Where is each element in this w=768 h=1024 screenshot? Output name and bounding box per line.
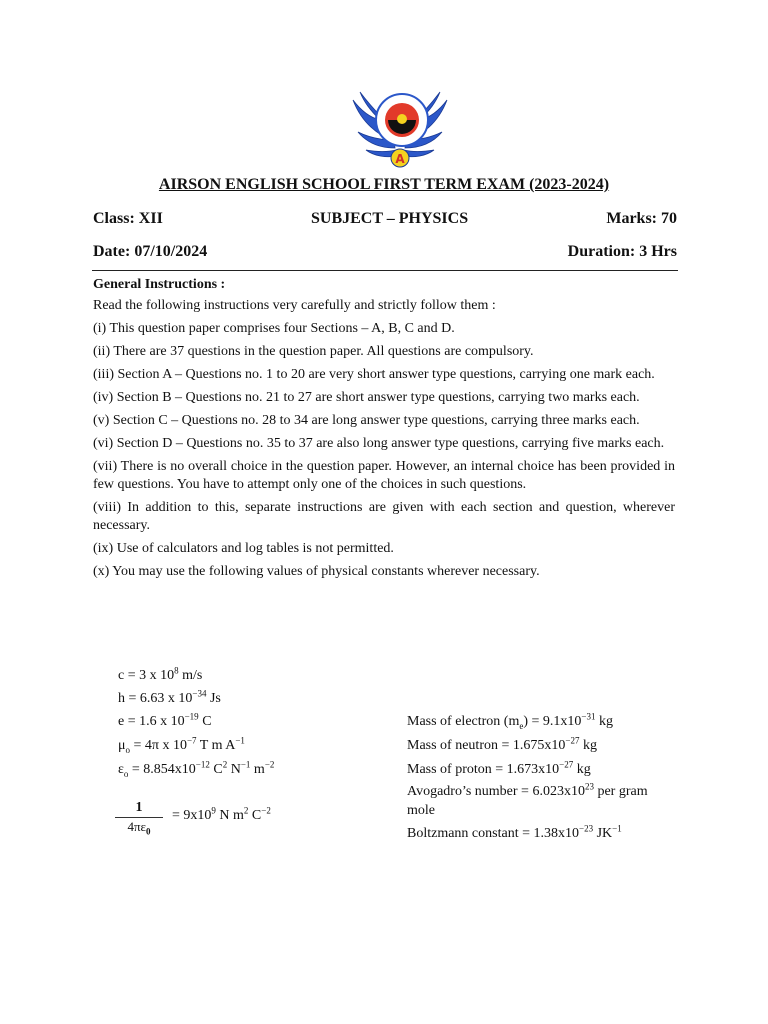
- instruction-item: (iii) Section A – Questions no. 1 to 20 are very short answer type questions, carrying one mark each.: [93, 367, 655, 382]
- school-logo: [350, 86, 450, 176]
- exam-meta-row-1: [93, 210, 677, 228]
- constant-avogadro-unit: mole: [407, 803, 435, 818]
- constant-permittivity: $\varepsilon_o = 8.854x10^{-12}$ $C^2$ $N^{-1}$ $m^{-2}$: [118, 759, 275, 779]
- instruction-item: (viii) In addition to this, separate instructions are given with each section and question, wherever necessary.: [93, 500, 675, 533]
- subject-label: SUBJECT – PHYSICS: [311, 210, 469, 227]
- constant-planck: h = 6.63 x $10^{-34}$ Js: [118, 688, 221, 706]
- class-label: Class: XII: [93, 210, 163, 227]
- fraction-numerator: 1: [115, 800, 163, 818]
- svg-text:A: A: [395, 152, 405, 166]
- instruction-item: (vii) There is no overall choice in the question paper. However, an internal choice has been provided in few questions. You have to attempt only one of the choices in such questions.: [93, 459, 675, 492]
- constant-electron-charge: e = 1.6 x $10^{-19}$ C: [118, 711, 212, 729]
- instruction-item: (v) Section C – Questions no. 28 to 34 are long answer type questions, carrying three marks each.: [93, 413, 640, 428]
- instructions-list: [93, 297, 675, 586]
- constant-proton-mass: Mass of proton = $1.673x10^{-27}$ kg: [407, 759, 591, 777]
- constant-speed-of-light: c = 3 x $10^8$ m/s: [118, 665, 203, 683]
- constant-coulomb: = $9x10^9$ N $m^2$ $C^{-2}$: [172, 805, 271, 823]
- instruction-item: (ii) There are 37 questions in the question paper. All questions are compulsory.: [93, 344, 534, 359]
- constant-electron-mass: Mass of electron $(m_e) = 9.1x10^{-31}$ kg: [407, 711, 613, 731]
- constant-boltzmann: Boltzmann constant = $1.38x10^{-23}$ $JK^{-1}$: [407, 823, 622, 841]
- fraction-denominator: $4\pi\varepsilon_0$: [127, 819, 151, 837]
- instruction-item: (x) You may use the following values of physical constants wherever necessary.: [93, 564, 540, 579]
- constant-permeability: $\mu_o = 4\pi$ x $10^{-7}$ T m $A^{-1}$: [118, 735, 245, 755]
- duration-label: Duration: 3 Hrs: [567, 243, 677, 260]
- header-divider: [92, 270, 678, 271]
- constant-avogadro: Avogadro’s number = $6.023x10^{23}$ per gram: [407, 781, 648, 799]
- exam-title: AIRSON ENGLISH SCHOOL FIRST TERM EXAM (2023-2024): [158, 176, 610, 193]
- instruction-item: (iv) Section B – Questions no. 21 to 27 are short answer type questions, carrying two marks each.: [93, 390, 640, 405]
- constant-neutron-mass: Mass of neutron = $1.675x10^{-27}$ kg: [407, 735, 597, 753]
- general-instructions-heading: General Instructions :: [93, 277, 226, 292]
- exam-meta-row-2: [93, 243, 677, 261]
- instruction-item: (vi) Section D – Questions no. 35 to 37 are also long answer type questions, carrying five marks each.: [93, 436, 665, 451]
- marks-label: Marks: 70: [606, 210, 677, 227]
- instruction-item: (i) This question paper comprises four Sections – A, B, C and D.: [93, 321, 455, 336]
- instruction-item: Read the following instructions very carefully and strictly follow them :: [93, 298, 496, 313]
- date-label: Date: 07/10/2024: [93, 243, 208, 260]
- instruction-item: (ix) Use of calculators and log tables is not permitted.: [93, 541, 394, 556]
- coulomb-fraction: [115, 800, 163, 835]
